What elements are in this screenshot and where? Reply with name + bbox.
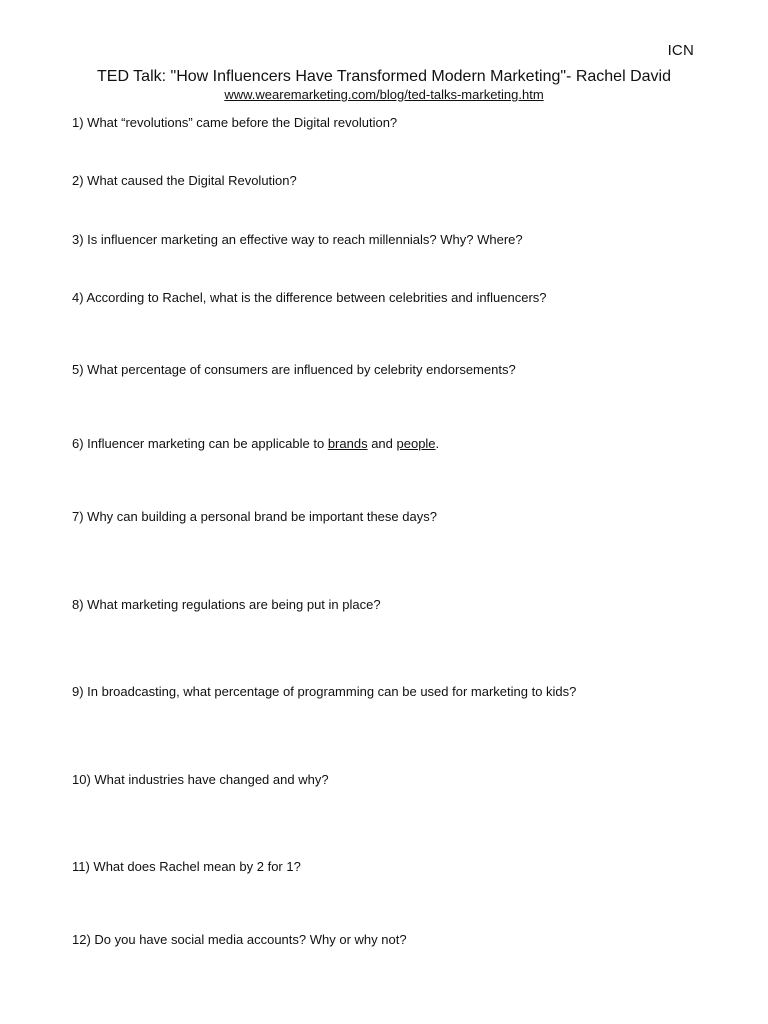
question-5: 5) What percentage of consumers are influenced by celebrity endorsements?	[72, 362, 516, 377]
question-2: 2) What caused the Digital Revolution?	[72, 173, 297, 188]
question-6-middle: and	[367, 436, 397, 451]
question-9: 9) In broadcasting, what percentage of programming can be used for marketing to kids?	[72, 684, 577, 699]
question-6-blank-people: people	[396, 436, 436, 451]
question-6	[72, 436, 439, 451]
class-code-label: ICN	[667, 42, 694, 59]
question-7: 7) Why can building a personal brand be important these days?	[72, 509, 437, 524]
question-12: 12) Do you have social media accounts? Why or why not?	[72, 932, 407, 947]
question-3: 3) Is influencer marketing an effective way to reach millennials? Why? Where?	[72, 232, 523, 247]
question-4: 4) According to Rachel, what is the difference between celebrities and influencers?	[72, 290, 547, 305]
question-11: 11) What does Rachel mean by 2 for 1?	[72, 859, 301, 874]
source-url-link[interactable]: www.wearemarketing.com/blog/ted-talks-marketing.htm	[224, 87, 544, 102]
question-6-suffix: .	[435, 436, 440, 451]
worksheet-title: TED Talk: "How Influencers Have Transformed Modern Marketing"- Rachel David	[97, 68, 671, 85]
question-8: 8) What marketing regulations are being put in place?	[72, 597, 381, 612]
question-6-blank-brands: brands	[327, 436, 368, 451]
question-10: 10) What industries have changed and why?	[72, 772, 329, 787]
question-6-prefix: 6) Influencer marketing can be applicable to	[72, 436, 328, 451]
question-1: 1) What “revolutions” came before the Digital revolution?	[72, 115, 398, 130]
